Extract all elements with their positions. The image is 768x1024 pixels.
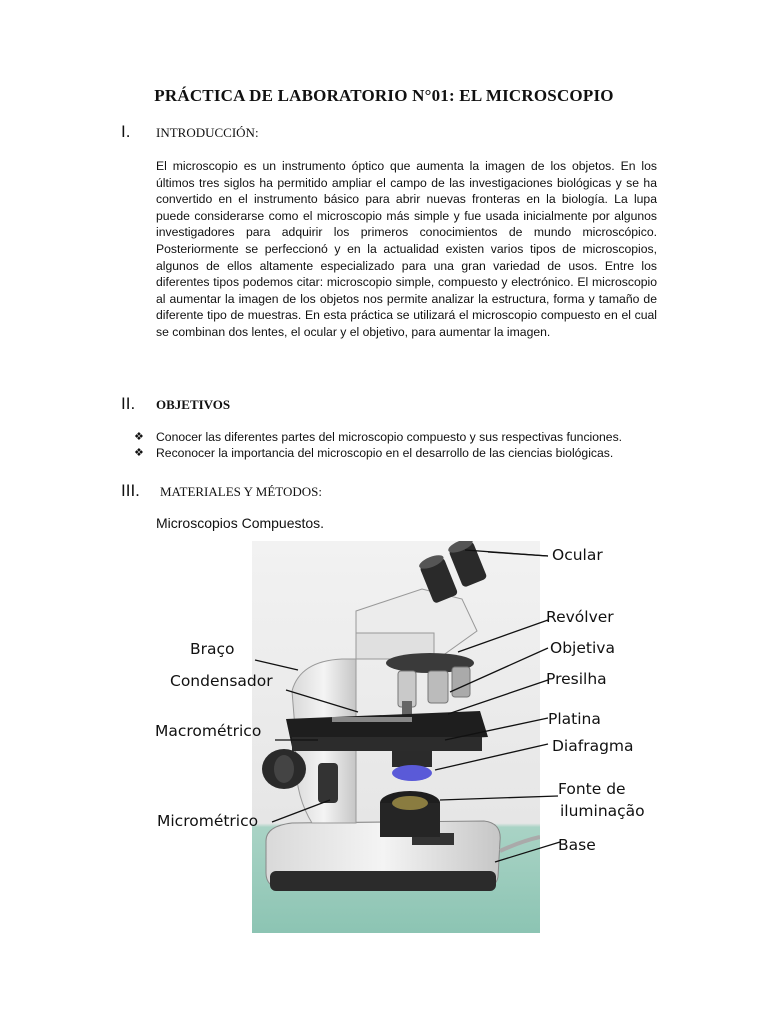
section-heading-objetivos: OBJETIVOS	[156, 397, 231, 412]
label-condensador: Condensador	[170, 672, 273, 690]
intro-paragraph: El microscopio es un instrumento óptico que aumenta la imagen de los objetos. En los últimos tres siglos ha permitido ampliar el campo de las investigaciones biológicas y se ha convertido en el instrumento básico para abrir nuevas fronteras en la biología. La lupa puede considerarse como el microscopio más simple y fue usada inicialmente por algunos investigadores para adquirir los primeros conocimientos de mundo microscópico. Posteriormente se perfeccionó y en la actualidad existen varios tipos de microscopios, algunos de ellos altamente especializado para una gran variedad de usos. Entre los diferentes tipos podemos citar: microscopio simple, compuesto y electrónico. El microscopio al aumentar la imagen de los objetos nos permite analizar la estructura, forma y tamaño de diferente tipo de muestras. En esta práctica se utilizará el microscopio compuesto en el cual se combinan dos lentes, el ocular y el objetivo, para aumentar la imagen.	[156, 159, 657, 339]
label-diafragma: Diafragma	[552, 737, 634, 755]
section-heading-materiales: MATERIALES Y MÉTODOS:	[160, 484, 323, 499]
microscope-photo	[252, 541, 540, 933]
objective-text: Conocer las diferentes partes del microscopio compuesto y sus respectivas funciones.	[156, 430, 623, 444]
objectives-list	[134, 429, 622, 461]
objective-text: Reconocer la importancia del microscopio en el desarrollo de las ciencias biológicas.	[156, 446, 614, 460]
label-objetiva: Objetiva	[550, 639, 615, 657]
label-revolver: Revólver	[546, 608, 614, 626]
list-item	[134, 445, 622, 461]
label-base: Base	[558, 836, 596, 854]
label-ocular: Ocular	[552, 546, 603, 564]
label-iluminacao: iluminação	[560, 802, 645, 820]
list-item	[134, 429, 622, 445]
label-fonte-de: Fonte de	[558, 780, 626, 798]
section-number-3: III.	[121, 481, 140, 500]
section-number-2: II.	[121, 394, 136, 413]
page-title: PRÁCTICA DE LABORATORIO N°01: EL MICROSCOPIO	[154, 86, 614, 105]
label-macrometrico: Macrométrico	[155, 722, 262, 740]
label-braco: Braço	[190, 640, 235, 658]
figure-caption: Microscopios Compuestos.	[156, 515, 325, 531]
label-platina: Platina	[548, 710, 601, 728]
section-heading-introduccion: INTRODUCCIÓN:	[156, 125, 259, 140]
label-micrometrico: Micrométrico	[157, 812, 259, 830]
section-number-1: I.	[121, 122, 131, 141]
diamond-bullet-icon: ❖	[134, 431, 144, 443]
diamond-bullet-icon: ❖	[134, 447, 144, 459]
label-presilha: Presilha	[546, 670, 607, 688]
